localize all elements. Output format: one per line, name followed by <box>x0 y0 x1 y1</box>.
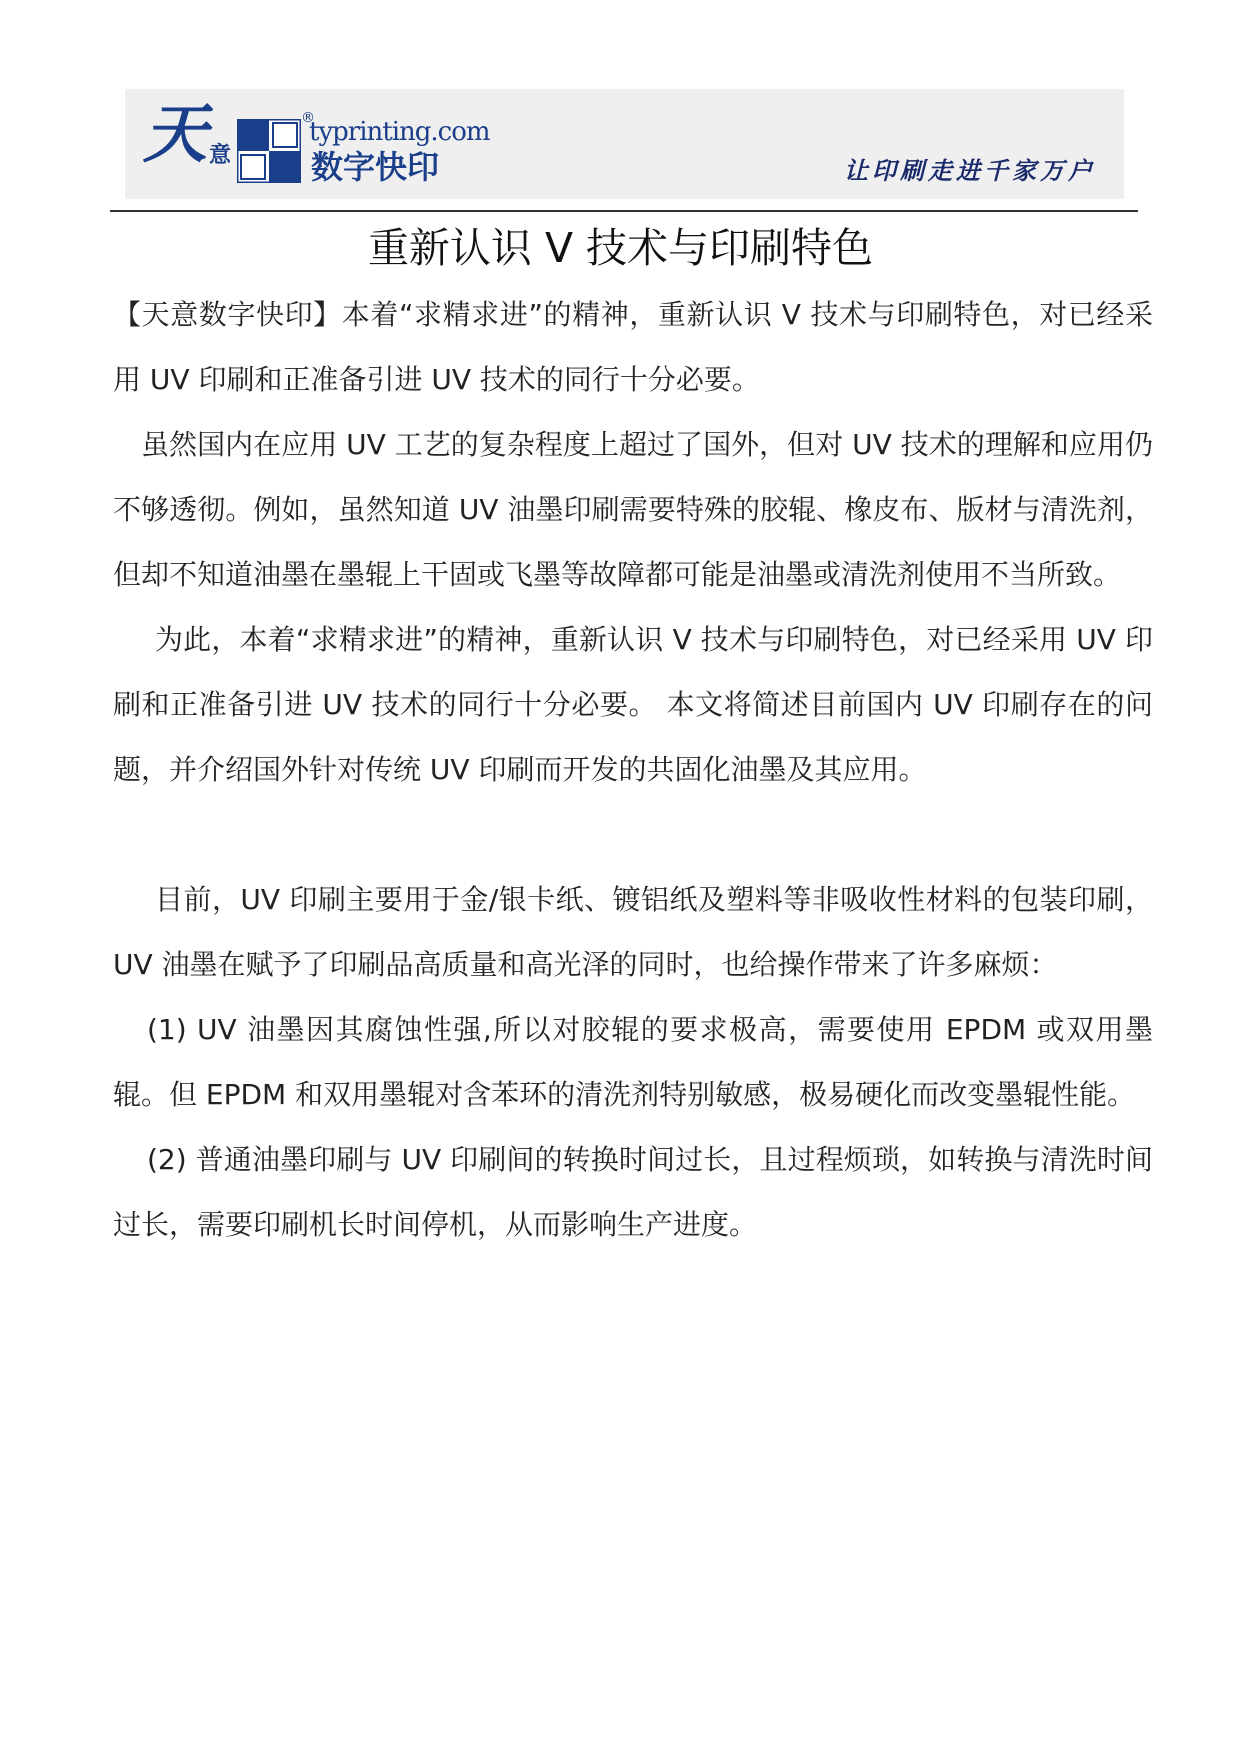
logo-mark: 天 <box>143 97 207 172</box>
document-title: 重新认识 V 技术与印刷特色 <box>367 224 874 272</box>
logo-domain: typrinting.com <box>309 117 490 147</box>
header-banner <box>125 89 1124 199</box>
logo-mark-sub: 意 <box>209 143 232 168</box>
paragraph: (1) UV 油墨因其腐蚀性强,所以对胶辊的要求极高，需要使用 EPDM 或双用墨辊。但 EPDM 和双用墨辊对含苯环的清洗剂特别敏感，极易硬化而改变墨辊性能。 <box>113 1013 1153 1111</box>
blank-line <box>113 802 1153 867</box>
header-divider <box>110 210 1138 212</box>
document-body <box>113 282 1153 1257</box>
paragraph: 【天意数字快印】本着“求精求进”的精神，重新认识 V 技术与印刷特色，对已经采用 UV 印刷和正准备引进 UV 技术的同行十分必要。 <box>113 298 1153 396</box>
slogan: 让印刷走进千家万户 <box>844 156 1096 185</box>
paragraph: (2) 普通油墨印刷与 UV 印刷间的转换时间过长，且过程烦琐，如转换与清洗时间过长，需要印刷机长时间停机，从而影响生产进度。 <box>113 1143 1153 1241</box>
checker-logo-icon <box>237 119 301 183</box>
logo-brand-name: 数字快印 <box>311 148 440 186</box>
paragraph: 为此，本着“求精求进”的精神，重新认识 V 技术与印刷特色，对已经采用 UV 印刷和正准备引进 UV 技术的同行十分必要。 本文将简述目前国内 UV 印刷存在的问题，并介绍国外针对传统 UV 印刷而开发的共固化油墨及其应用。 <box>113 623 1153 786</box>
paragraph: 目前，UV 印刷主要用于金/银卡纸、镀铝纸及塑料等非吸收性材料的包装印刷，UV 油墨在赋予了印刷品高质量和高光泽的同时，也给操作带来了许多麻烦： <box>113 883 1153 981</box>
paragraph: 虽然国内在应用 UV 工艺的复杂程度上超过了国外，但对 UV 技术的理解和应用仍不够透彻。例如，虽然知道 UV 油墨印刷需要特殊的胶辊、橡皮布、版材与清洗剂，但却不知道油墨在墨辊上干固或飞墨等故障都可能是油墨或清洗剂使用不当所致。 <box>113 428 1153 591</box>
registered-mark: ® <box>301 110 315 126</box>
